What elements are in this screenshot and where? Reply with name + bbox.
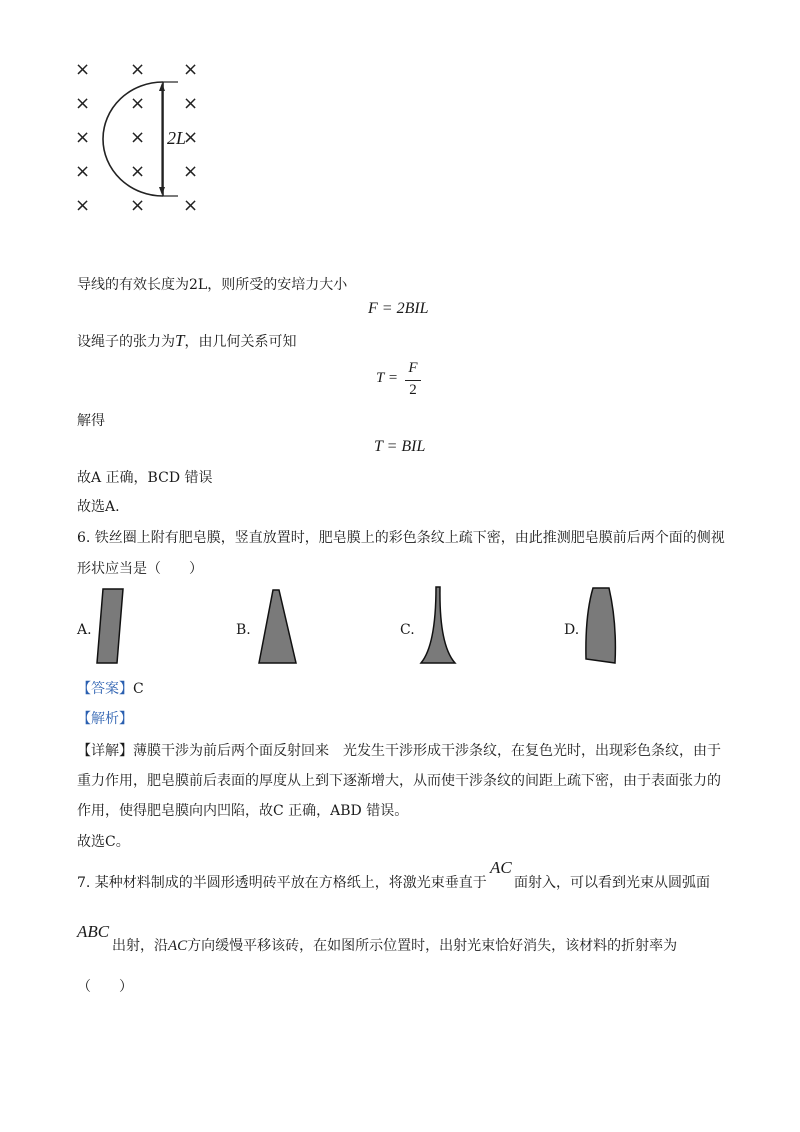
fraction-bar [405,380,421,381]
field-cross-icon: × [130,195,146,216]
option-c-shape [418,585,458,667]
paragraph-choose-a: 故选A. [77,499,120,515]
paragraph-effective-length: 导线的有效长度为2L，则所受的安培力大小 [77,277,348,293]
answer-tag: 【答案】 [77,681,133,697]
field-cross-icon: × [75,59,91,80]
var-ac-2: AC [168,938,188,954]
field-cross-icon: × [130,127,146,148]
option-b-label: B. [236,622,251,638]
choose-c: 故选C。 [77,834,130,850]
field-cross-icon: × [130,161,146,182]
detail-line1 [77,741,721,761]
field-cross-icon: × [183,93,199,114]
question-7-part4: 方向缓慢平移该砖，在如图所示位置时，出射光束恰好消失，该材料的折射率为 [187,938,678,954]
field-cross-icon: × [183,127,199,148]
var-ac-1: AC [490,858,512,877]
equation-ampere-force: F = 2BIL [368,300,429,317]
field-cross-icon: × [130,59,146,80]
fraction-denominator: 2 [409,382,417,398]
magnetic-field-figure [60,55,220,225]
question-6-line1: 6. 铁丝圈上附有肥皂膜，竖直放置时，肥皂膜上的彩色条纹上疏下密，由此推测肥皂膜前后两个面的侧视 [77,530,725,546]
option-d-shape [583,585,623,667]
detail-line3: 作用，使得肥皂膜向内凹陷，故C 正确，ABD 错误。 [77,803,409,819]
tension-prefix: 设绳子的张力为 [77,334,175,350]
length-label: 2L [167,128,187,148]
question-6-line2: 形状应当是（ ） [77,561,203,577]
field-cross-icon: × [183,195,199,216]
answer-value: C [133,681,144,697]
field-cross-icon: × [75,161,91,182]
option-c-label: C. [400,622,415,638]
tension-suffix: ，由几何关系可知 [184,334,297,350]
answer-line [77,679,144,699]
question-7-line2 [112,936,677,956]
equation-fraction [376,360,436,402]
paragraph-solve: 解得 [77,413,105,429]
question-7-part1: 7. 某种材料制成的半圆形透明砖平放在方格纸上，将激光束垂直于 [77,875,487,891]
detail-tag: 【详解】 [77,743,133,759]
equation-tension-result: T = BIL [374,438,426,455]
field-diagram-svg [60,55,220,225]
field-cross-icon: × [183,59,199,80]
field-cross-icon: × [130,93,146,114]
option-a-label: A. [77,622,92,638]
fraction-lhs: T = [376,370,398,386]
question-7-part2: 面射入，可以看到光束从圆弧面 [514,875,710,891]
tension-var: T [175,331,185,350]
paragraph-tension [77,331,296,352]
field-cross-icon: × [75,127,91,148]
detail-text-1: 薄膜干涉为前后两个面反射回来 光发生干涉形成干涉条纹，在复色光时，出现彩色条纹，由于 [133,743,721,759]
field-cross-icon: × [183,161,199,182]
detail-line2: 重力作用，肥皂膜前后表面的厚度从上到下逐渐增大，从而使干涉条纹的间距上疏下密，由于表面张力的 [77,773,721,789]
analysis-tag: 【解析】 [77,711,133,727]
field-cross-icon: × [75,195,91,216]
option-d-label: D. [564,622,580,638]
option-a-shape [95,587,125,667]
field-cross-icon: × [75,93,91,114]
option-b-shape [257,587,299,667]
question-7-blank: （ ） [77,979,133,995]
var-abc: ABC [77,922,110,941]
question-7-part3: 出射，沿 [112,938,168,954]
fraction-numerator: F [408,360,418,376]
paragraph-conclusion: 故A 正确，BCD 错误 [77,470,213,486]
